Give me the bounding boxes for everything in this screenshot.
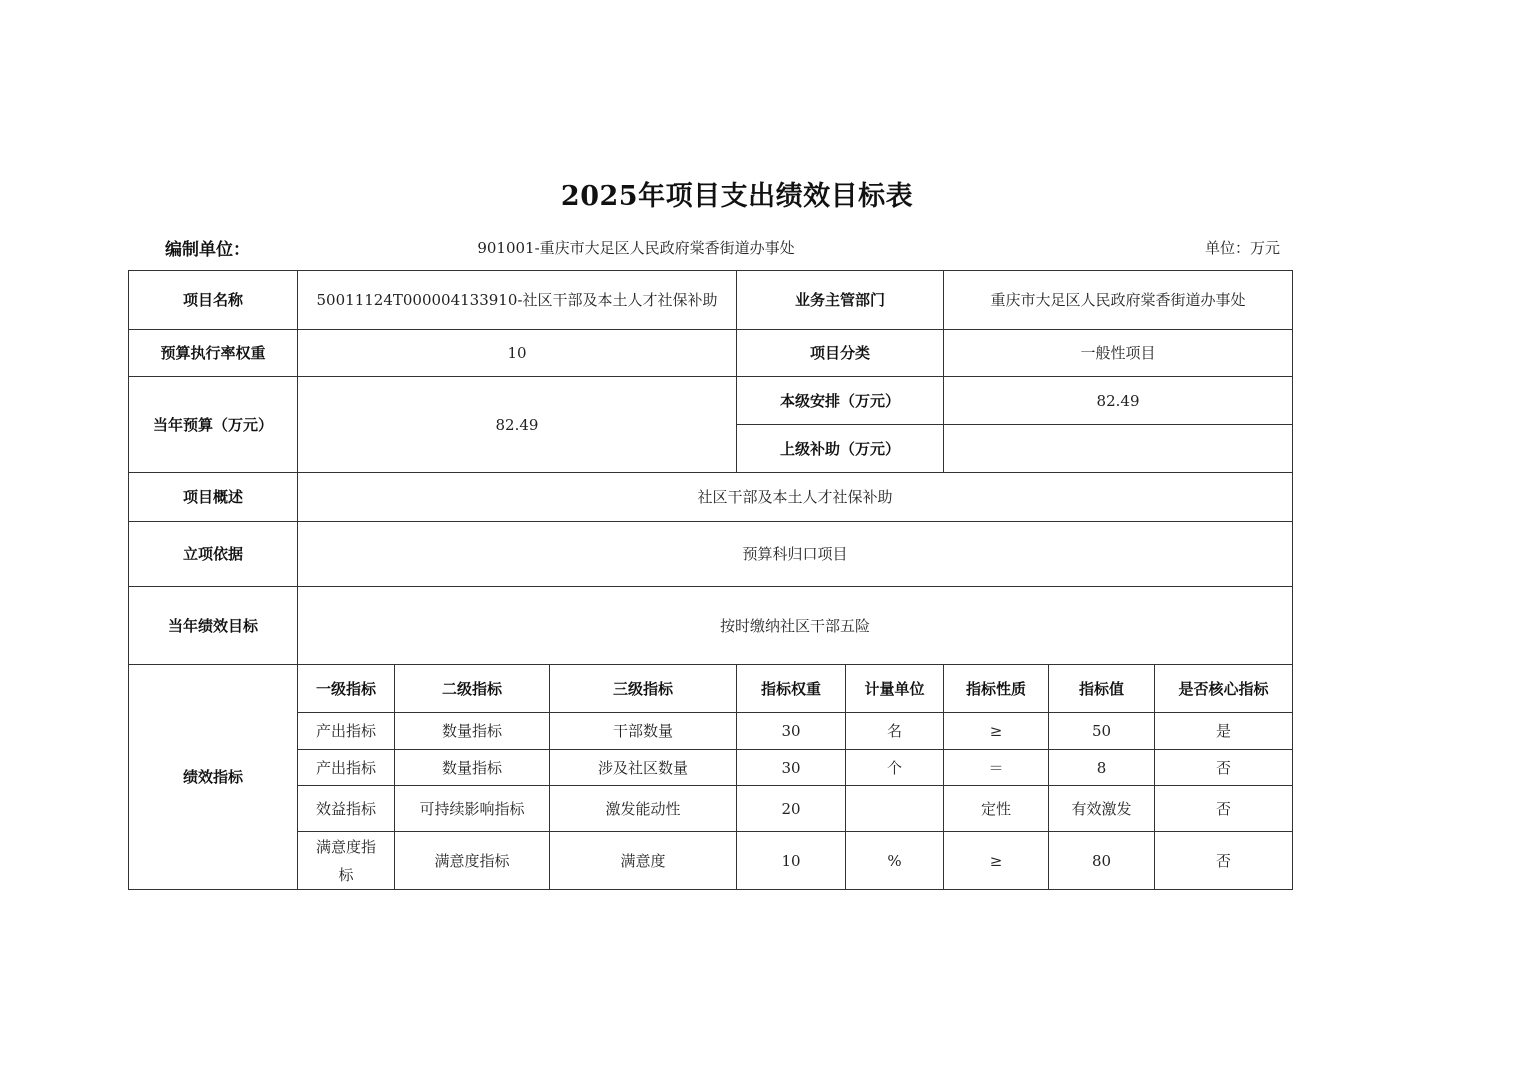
header-weight: 指标权重 bbox=[737, 665, 846, 713]
project-name-value: 50011124T000004133910-社区干部及本土人才社保补助 bbox=[298, 271, 737, 330]
overview-label: 项目概述 bbox=[129, 473, 298, 522]
header-level2: 二级指标 bbox=[395, 665, 550, 713]
table-row bbox=[129, 522, 1293, 587]
cell: 50 bbox=[1049, 713, 1155, 750]
performance-table bbox=[128, 270, 1293, 890]
cell: 10 bbox=[737, 832, 846, 890]
weight-label: 预算执行率权重 bbox=[129, 330, 298, 377]
local-budget-label: 本级安排（万元） bbox=[737, 377, 944, 425]
header-level1: 一级指标 bbox=[298, 665, 395, 713]
upper-budget-label: 上级补助（万元） bbox=[737, 425, 944, 473]
cell bbox=[846, 786, 944, 832]
header-nature: 指标性质 bbox=[944, 665, 1049, 713]
cell: ＝ bbox=[944, 750, 1049, 786]
cell: 20 bbox=[737, 786, 846, 832]
header-level3: 三级指标 bbox=[550, 665, 737, 713]
cell: 名 bbox=[846, 713, 944, 750]
category-label: 项目分类 bbox=[737, 330, 944, 377]
table-row bbox=[129, 271, 1293, 330]
basis-value: 预算科归口项目 bbox=[298, 522, 1293, 587]
basis-label: 立项依据 bbox=[129, 522, 298, 587]
cell: 否 bbox=[1155, 832, 1293, 890]
table-row bbox=[129, 473, 1293, 522]
cell: 数量指标 bbox=[395, 750, 550, 786]
org-value: 901001-重庆市大足区人民政府棠香街道办事处 bbox=[477, 239, 795, 257]
cell: ≥ bbox=[944, 832, 1049, 890]
cell: 满意度指标 bbox=[395, 832, 550, 890]
cell: 涉及社区数量 bbox=[550, 750, 737, 786]
table-row bbox=[129, 750, 1293, 786]
project-name-label: 项目名称 bbox=[129, 271, 298, 330]
cell: 满意度 bbox=[550, 832, 737, 890]
cell: 效益指标 bbox=[298, 786, 395, 832]
unit-label: 单位：万元 bbox=[1204, 239, 1280, 257]
overview-value: 社区干部及本土人才社保补助 bbox=[298, 473, 1293, 522]
cell: 激发能动性 bbox=[550, 786, 737, 832]
cell: 满意度指标 bbox=[298, 832, 395, 890]
category-value: 一般性项目 bbox=[944, 330, 1293, 377]
dept-label: 业务主管部门 bbox=[737, 271, 944, 330]
cell: 80 bbox=[1049, 832, 1155, 890]
header-core: 是否核心指标 bbox=[1155, 665, 1293, 713]
weight-value: 10 bbox=[298, 330, 737, 377]
table-row bbox=[129, 587, 1293, 665]
budget-value: 82.49 bbox=[298, 377, 737, 473]
cell: 产出指标 bbox=[298, 713, 395, 750]
local-budget-value: 82.49 bbox=[944, 377, 1293, 425]
cell: 否 bbox=[1155, 750, 1293, 786]
table-row bbox=[129, 713, 1293, 750]
cell: % bbox=[846, 832, 944, 890]
page-title: 2025年项目支出绩效目标表 bbox=[560, 181, 914, 212]
cell: 干部数量 bbox=[550, 713, 737, 750]
table-row bbox=[129, 786, 1293, 832]
cell: 30 bbox=[737, 750, 846, 786]
indicators-label: 绩效指标 bbox=[129, 665, 298, 890]
cell: 定性 bbox=[944, 786, 1049, 832]
table-row bbox=[129, 832, 1293, 890]
budget-label: 当年预算（万元） bbox=[129, 377, 298, 473]
cell: 30 bbox=[737, 713, 846, 750]
cell: 有效激发 bbox=[1049, 786, 1155, 832]
header-value: 指标值 bbox=[1049, 665, 1155, 713]
cell: 个 bbox=[846, 750, 944, 786]
cell: 是 bbox=[1155, 713, 1293, 750]
table-row bbox=[129, 377, 1293, 425]
cell: 数量指标 bbox=[395, 713, 550, 750]
cell: 8 bbox=[1049, 750, 1155, 786]
cell: 否 bbox=[1155, 786, 1293, 832]
goal-label: 当年绩效目标 bbox=[129, 587, 298, 665]
dept-value: 重庆市大足区人民政府棠香街道办事处 bbox=[944, 271, 1293, 330]
cell: 可持续影响指标 bbox=[395, 786, 550, 832]
cell: 产出指标 bbox=[298, 750, 395, 786]
goal-value: 按时缴纳社区干部五险 bbox=[298, 587, 1293, 665]
org-label: 编制单位： bbox=[165, 240, 250, 260]
table-row bbox=[129, 665, 1293, 713]
header-unit: 计量单位 bbox=[846, 665, 944, 713]
upper-budget-value bbox=[944, 425, 1293, 473]
cell: ≥ bbox=[944, 713, 1049, 750]
table-row bbox=[129, 330, 1293, 377]
